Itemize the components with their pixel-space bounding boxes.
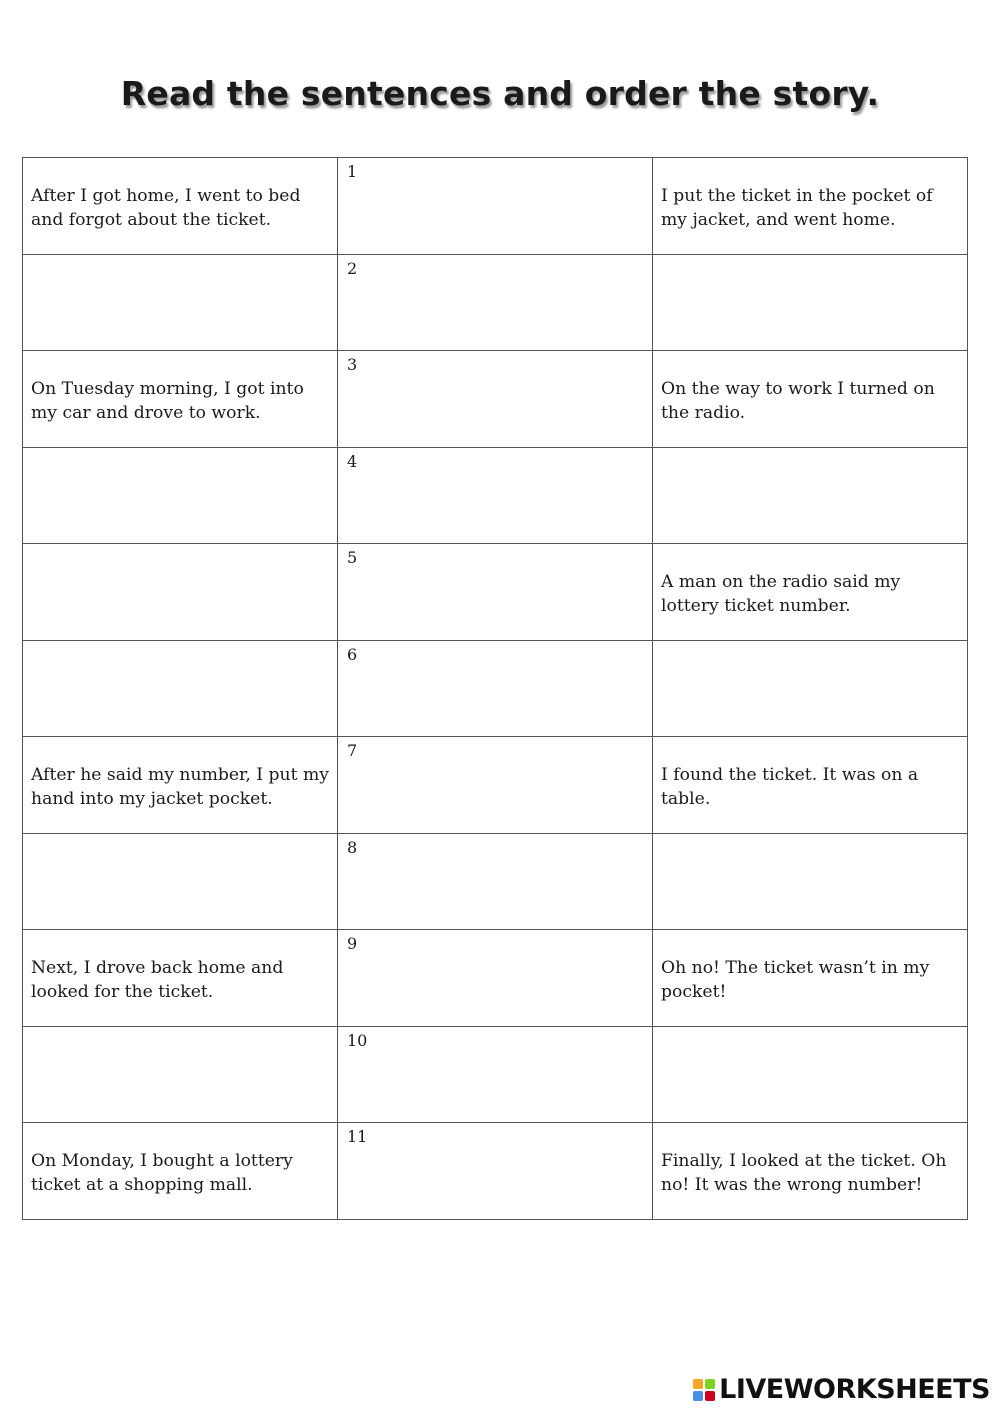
- answer-cell[interactable]: [338, 351, 653, 448]
- right-sentence: [661, 299, 959, 305]
- left-sentence-cell: [23, 158, 338, 255]
- left-sentence: On Tuesday morning, I got into my car and drove to work.: [31, 379, 304, 423]
- left-sentence-cell: [23, 930, 338, 1027]
- order-number: 10: [347, 1030, 368, 1050]
- logo-square-4: [705, 1391, 715, 1401]
- order-number: 9: [347, 934, 358, 953]
- story-row: [23, 1123, 968, 1220]
- left-sentence: Next, I drove back home and looked for the ticket.: [31, 958, 284, 1002]
- left-sentence: After he said my number, I put my hand into my jacket pocket.: [31, 765, 330, 809]
- right-sentence-cell: [653, 640, 968, 737]
- answer-cell[interactable]: [338, 254, 653, 351]
- order-number: 2: [347, 258, 358, 278]
- story-row: [23, 1026, 968, 1123]
- logo-square-1: [693, 1379, 703, 1389]
- right-sentence: I found the ticket. It was on a table.: [661, 765, 919, 809]
- left-sentence: After I got home, I went to bed and forgot about the ticket.: [31, 186, 301, 230]
- left-sentence-cell: [23, 351, 338, 448]
- right-sentence: [661, 492, 959, 498]
- right-sentence: A man on the radio said my lottery ticket number.: [661, 572, 901, 616]
- order-number: 7: [347, 741, 358, 760]
- logo-square-2: [705, 1379, 715, 1389]
- left-sentence: [31, 492, 329, 498]
- answer-cell[interactable]: [338, 158, 653, 255]
- left-sentence: [31, 589, 329, 595]
- left-sentence-cell: [23, 1026, 338, 1123]
- answer-cell[interactable]: [338, 833, 653, 930]
- right-sentence-cell: [653, 930, 968, 1027]
- left-sentence-cell: [23, 640, 338, 737]
- right-sentence-cell: [653, 158, 968, 255]
- left-sentence-cell: [23, 254, 338, 351]
- story-row: [23, 447, 968, 544]
- order-number: 3: [347, 355, 358, 374]
- left-sentence: [31, 299, 329, 305]
- right-sentence: On the way to work I turned on the radio.: [661, 379, 935, 423]
- right-sentence: Finally, I looked at the ticket. Oh no! It was the wrong number!: [661, 1151, 947, 1195]
- left-sentence: [31, 1071, 329, 1077]
- answer-cell[interactable]: [338, 1123, 653, 1220]
- right-sentence: Oh no! The ticket wasn’t in my pocket!: [661, 958, 930, 1002]
- story-table: [22, 157, 968, 1220]
- right-sentence-cell: [653, 833, 968, 930]
- story-row: [23, 351, 968, 448]
- right-sentence-cell: [653, 351, 968, 448]
- story-row: [23, 254, 968, 351]
- right-sentence-cell: [653, 254, 968, 351]
- order-number: 11: [347, 1127, 368, 1146]
- right-sentence: [661, 878, 959, 884]
- left-sentence-cell: [23, 447, 338, 544]
- liveworksheets-logo: [693, 1374, 990, 1405]
- right-sentence: I put the ticket in the pocket of my jacket, and went home.: [661, 186, 933, 230]
- left-sentence-cell: [23, 737, 338, 834]
- order-number: 1: [347, 162, 358, 181]
- answer-cell[interactable]: [338, 640, 653, 737]
- order-number: 8: [347, 837, 358, 857]
- left-sentence: On Monday, I bought a lottery ticket at a shopping mall.: [31, 1151, 293, 1195]
- right-sentence-cell: [653, 1123, 968, 1220]
- right-sentence: [661, 1071, 959, 1077]
- answer-cell[interactable]: [338, 930, 653, 1027]
- logo-text: LIVEWORKSHEETS: [719, 1374, 990, 1405]
- story-row: [23, 158, 968, 255]
- story-row: [23, 833, 968, 930]
- logo-square-3: [693, 1391, 703, 1401]
- left-sentence: [31, 878, 329, 884]
- story-row: [23, 737, 968, 834]
- order-number: 4: [347, 451, 358, 471]
- answer-cell[interactable]: [338, 737, 653, 834]
- right-sentence: [661, 685, 959, 691]
- left-sentence-cell: [23, 1123, 338, 1220]
- story-row: [23, 930, 968, 1027]
- left-sentence-cell: [23, 544, 338, 641]
- order-number: 6: [347, 644, 358, 664]
- story-row: [23, 544, 968, 641]
- left-sentence-cell: [23, 833, 338, 930]
- right-sentence-cell: [653, 737, 968, 834]
- right-sentence-cell: [653, 1026, 968, 1123]
- page-title: Read the sentences and order the story.: [120, 74, 880, 113]
- answer-cell[interactable]: [338, 447, 653, 544]
- story-row: [23, 640, 968, 737]
- answer-cell[interactable]: [338, 1026, 653, 1123]
- liveworksheets-logo-icon: [693, 1379, 715, 1401]
- right-sentence-cell: [653, 544, 968, 641]
- answer-cell[interactable]: [338, 544, 653, 641]
- right-sentence-cell: [653, 447, 968, 544]
- left-sentence: [31, 685, 329, 691]
- order-number: 5: [347, 548, 358, 567]
